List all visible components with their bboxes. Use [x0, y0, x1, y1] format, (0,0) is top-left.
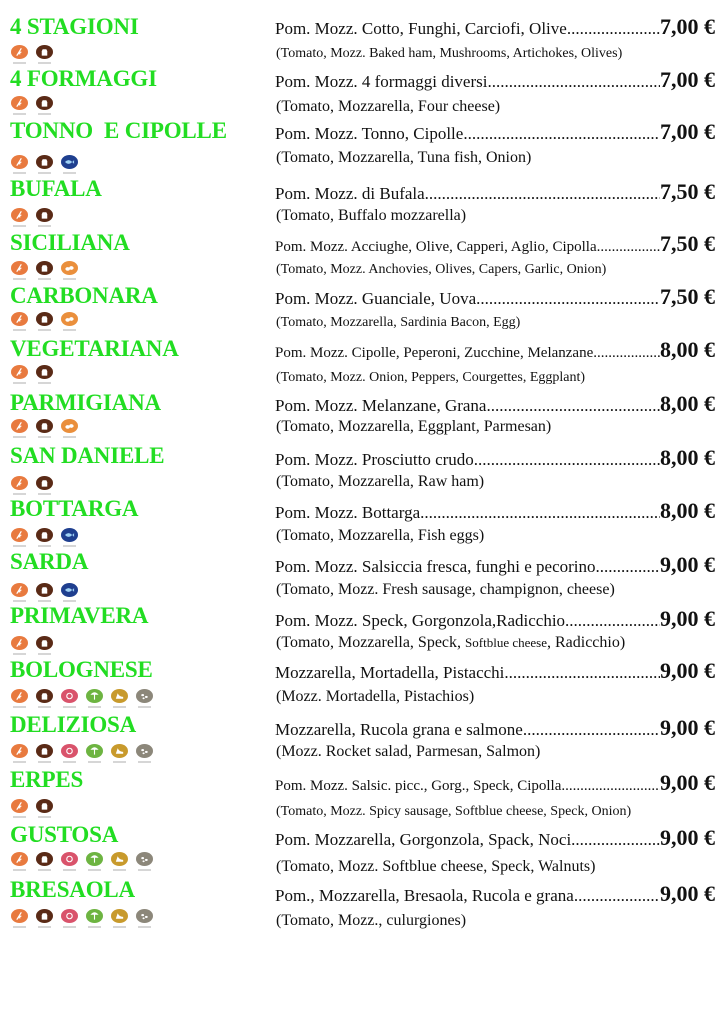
lactose-allergen-icon: [36, 799, 53, 813]
ingredients-text: Pom. Mozz. Tonno, Cipolle: [275, 124, 464, 143]
gluten-allergen-icon: [11, 689, 28, 703]
dot-leader: [605, 343, 661, 363]
price: 8,00 €: [660, 391, 715, 416]
pizza-name: SARDA: [10, 549, 89, 574]
pizza-name: PARMIGIANA: [10, 390, 161, 415]
english-translation: (Tomato, Mozz. Onion, Peppers, Courgettes, Eggplant): [276, 370, 586, 385]
pizza-description: [275, 67, 715, 92]
sulphites-allergen-icon: [111, 909, 128, 923]
lactose-allergen-icon: [36, 365, 53, 379]
gluten-allergen-icon: [11, 852, 28, 866]
pizza-description: [275, 715, 715, 740]
price: 7,00 €: [660, 67, 715, 92]
pizza-description: [275, 337, 715, 363]
pizza-name: 4 FORMAGGI: [10, 66, 157, 91]
celery-allergen-icon: [86, 852, 103, 866]
allergen-icons: [11, 419, 78, 433]
lactose-allergen-icon: [36, 261, 53, 275]
fish-allergen-icon: [61, 528, 78, 542]
dot-leader: [574, 886, 660, 906]
gluten-allergen-icon: [11, 365, 28, 379]
dot-leader: [486, 396, 660, 416]
lactose-allergen-icon: [36, 528, 53, 542]
pizza-name: BOTTARGA: [10, 496, 139, 521]
ingredients-text: Pom. Mozz. 4 formaggi diversi: [275, 72, 488, 91]
lactose-allergen-icon: [36, 636, 53, 650]
pizza-name: ERPES: [10, 767, 84, 792]
english-translation: (Mozz. Mortadella, Pistachios): [276, 688, 475, 705]
allergen-icons: [11, 909, 153, 923]
gluten-allergen-icon: [11, 155, 28, 169]
english-translation: (Tomato, Mozz. Fresh sausage, champignon, cheese): [276, 581, 615, 598]
allergen-icons: [11, 476, 53, 490]
gluten-allergen-icon: [11, 45, 28, 59]
price: 9,00 €: [660, 606, 715, 631]
eggs-allergen-icon: [61, 261, 78, 275]
pizza-name: VEGETARIANA: [10, 336, 179, 361]
nuts-allergen-icon: [136, 909, 153, 923]
dot-leader: [567, 19, 660, 39]
allergen-icons: [11, 799, 53, 813]
price: 7,50 €: [660, 284, 715, 309]
translation-text: (Tomato, Mozzarella, Speck,: [276, 634, 466, 651]
gluten-allergen-icon: [11, 583, 28, 597]
lactose-allergen-icon: [36, 45, 53, 59]
pizza-description: [275, 231, 715, 257]
pizza-description: [275, 770, 715, 796]
allergen-icons: [11, 852, 153, 866]
english-translation: (Tomato, Mozz. Anchovies, Olives, Capers, Garlic, Onion): [276, 262, 607, 277]
dot-leader: [476, 289, 660, 309]
english-translation: (Tomato, Mozzarella, Fish eggs): [276, 527, 485, 544]
dot-leader: [604, 237, 660, 257]
ingredients-text: Pom. Mozz. Cotto, Funghi, Carciofi, Olive: [275, 19, 567, 38]
eggs-allergen-icon: [61, 312, 78, 326]
pizza-description: [275, 881, 715, 906]
ingredients-text: Pom. Mozz. Cipolle, Peperoni, Zucchine, Melanzane...: [275, 345, 605, 361]
pizza-name: BUFALA: [10, 176, 102, 201]
pizza-name: SAN DANIELE: [10, 443, 165, 468]
dot-leader: [604, 557, 660, 577]
eggs-allergen-icon: [61, 419, 78, 433]
pizza-name: 4 STAGIONI: [10, 14, 139, 39]
ingredients-text: Pom. Mozz. Salsic. picc., Gorg., Speck, Cipolla: [275, 778, 562, 794]
pizza-description: [275, 498, 715, 523]
dot-leader: [420, 503, 660, 523]
pizza-description: [275, 606, 715, 631]
pizza-name: TONNO E CIPOLLE: [10, 118, 227, 143]
dot-leader: [425, 184, 660, 204]
price: 7,50 €: [660, 179, 715, 204]
pizza-description: [275, 825, 715, 850]
english-translation: (Tomato, Mozz. Baked ham, Mushrooms, Artichokes, Olives): [276, 46, 623, 61]
lactose-allergen-icon: [36, 208, 53, 222]
dot-leader: [463, 124, 660, 144]
allergen-icons: [11, 528, 78, 542]
lactose-allergen-icon: [36, 583, 53, 597]
ingredients-text: Pom. Mozz. Melanzane, Grana: [275, 396, 487, 415]
translation-text: , Radicchio): [546, 634, 626, 651]
pizza-description: [275, 391, 715, 416]
price: 7,00 €: [660, 119, 715, 144]
dot-leader: [565, 611, 660, 631]
fish-allergen-icon: [61, 155, 78, 169]
lactose-allergen-icon: [36, 852, 53, 866]
english-translation: (Tomato, Buffalo mozzarella): [276, 207, 467, 224]
ingredients-text: Pom., Mozzarella, Bresaola, Rucola e grana: [275, 886, 574, 905]
allergen-icons: [11, 155, 78, 169]
gluten-allergen-icon: [11, 208, 28, 222]
nuts-allergen-icon: [136, 852, 153, 866]
ingredients-text: Pom. Mozz. Speck, Gorgonzola,Radicchio: [275, 611, 566, 630]
price: 9,00 €: [660, 552, 715, 577]
english-translation: (Tomato, Mozzarella, Tuna fish, Onion): [276, 149, 532, 166]
english-translation: (Tomato, Mozz. Softblue cheese, Speck, Walnuts): [276, 858, 596, 875]
ingredients-text: Mozzarella, Rucola grana e salmone: [275, 720, 523, 739]
pizza-description: [275, 14, 715, 39]
crustaceans-allergen-icon: [61, 689, 78, 703]
nuts-allergen-icon: [136, 744, 153, 758]
price: 8,00 €: [660, 445, 715, 470]
gluten-allergen-icon: [11, 476, 28, 490]
crustaceans-allergen-icon: [61, 852, 78, 866]
price: 8,00 €: [660, 337, 715, 362]
gluten-allergen-icon: [11, 96, 28, 110]
pizza-name: BOLOGNESE: [10, 657, 153, 682]
price: 9,00 €: [660, 825, 715, 850]
allergen-icons: [11, 45, 53, 59]
english-translation: (Tomato, Mozz. Spicy sausage, Softblue cheese, Speck, Onion): [276, 804, 632, 819]
pizza-description: [275, 445, 715, 470]
sulphites-allergen-icon: [111, 744, 128, 758]
ingredients-text: Mozzarella, Mortadella, Pistacchi: [275, 663, 505, 682]
price: 7,50 €: [660, 231, 715, 256]
allergen-icons: [11, 96, 53, 110]
pizza-name: DELIZIOSA: [10, 712, 137, 737]
ingredients-text: Pom. Mozz. Salsiccia fresca, funghi e pecorino..: [275, 557, 605, 576]
allergen-icons: [11, 208, 53, 222]
sulphites-allergen-icon: [111, 852, 128, 866]
pizza-description: [275, 284, 715, 309]
gluten-allergen-icon: [11, 909, 28, 923]
english-translation: (Tomato, Mozzarella, Raw ham): [276, 473, 485, 490]
lactose-allergen-icon: [36, 909, 53, 923]
dot-leader: [487, 72, 660, 92]
gluten-allergen-icon: [11, 636, 28, 650]
gluten-allergen-icon: [11, 528, 28, 542]
gluten-allergen-icon: [11, 744, 28, 758]
english-translation: (Tomato, Mozz., culurgiones): [276, 912, 467, 929]
price: 8,00 €: [660, 498, 715, 523]
allergen-icons: [11, 312, 78, 326]
pizza-name: CARBONARA: [10, 283, 158, 308]
ingredients-text: Pom. Mozz. Guanciale, Uova: [275, 289, 477, 308]
ingredients-text: Pom. Mozz. Acciughe, Olive, Capperi, Aglio, Cipolla..: [275, 239, 605, 255]
pizza-name: BRESAOLA: [10, 877, 135, 902]
crustaceans-allergen-icon: [61, 744, 78, 758]
pizza-description: [275, 552, 715, 577]
translation-text: Softblue cheese: [465, 635, 547, 650]
allergen-icons: [11, 744, 153, 758]
allergen-icons: [11, 636, 53, 650]
pizza-description: [275, 658, 715, 683]
english-translation: (Mozz. Rocket salad, Parmesan, Salmon): [276, 743, 541, 760]
nuts-allergen-icon: [136, 689, 153, 703]
fish-allergen-icon: [61, 583, 78, 597]
pizza-name: PRIMAVERA: [10, 603, 149, 628]
dot-leader: [474, 450, 660, 470]
ingredients-text: Pom. Mozzarella, Gorgonzola, Spack, Noci: [275, 830, 572, 849]
ingredients-text: Pom. Mozz. Prosciutto crudo: [275, 450, 474, 469]
allergen-icons: [11, 583, 78, 597]
gluten-allergen-icon: [11, 261, 28, 275]
lactose-allergen-icon: [36, 155, 53, 169]
gluten-allergen-icon: [11, 419, 28, 433]
pizza-name: SICILIANA: [10, 230, 130, 255]
dot-leader: [504, 663, 660, 683]
celery-allergen-icon: [86, 689, 103, 703]
pizza-name: GUSTOSA: [10, 822, 119, 847]
price: 9,00 €: [660, 658, 715, 683]
pizza-description: [275, 179, 715, 204]
price: 9,00 €: [660, 881, 715, 906]
english-translation: (Tomato, Mozzarella, Sardinia Bacon, Egg): [276, 315, 521, 330]
dot-leader: [571, 830, 660, 850]
allergen-icons: [11, 261, 78, 275]
price: 9,00 €: [660, 770, 715, 795]
gluten-allergen-icon: [11, 799, 28, 813]
price: 9,00 €: [660, 715, 715, 740]
dot-leader: [523, 720, 660, 740]
english-translation: (Tomato, Mozzarella, Eggplant, Parmesan): [276, 418, 552, 435]
lactose-allergen-icon: [36, 312, 53, 326]
gluten-allergen-icon: [11, 312, 28, 326]
price: 7,00 €: [660, 14, 715, 39]
lactose-allergen-icon: [36, 744, 53, 758]
allergen-icons: [11, 689, 153, 703]
lactose-allergen-icon: [36, 476, 53, 490]
lactose-allergen-icon: [36, 689, 53, 703]
lactose-allergen-icon: [36, 96, 53, 110]
celery-allergen-icon: [86, 909, 103, 923]
english-translation: [276, 634, 625, 652]
dot-leader: [561, 776, 660, 796]
sulphites-allergen-icon: [111, 689, 128, 703]
lactose-allergen-icon: [36, 419, 53, 433]
ingredients-text: Pom. Mozz. Bottarga: [275, 503, 421, 522]
pizza-description: [275, 119, 715, 144]
celery-allergen-icon: [86, 744, 103, 758]
crustaceans-allergen-icon: [61, 909, 78, 923]
allergen-icons: [11, 365, 53, 379]
english-translation: (Tomato, Mozzarella, Four cheese): [276, 98, 501, 115]
ingredients-text: Pom. Mozz. di Bufala: [275, 184, 425, 203]
